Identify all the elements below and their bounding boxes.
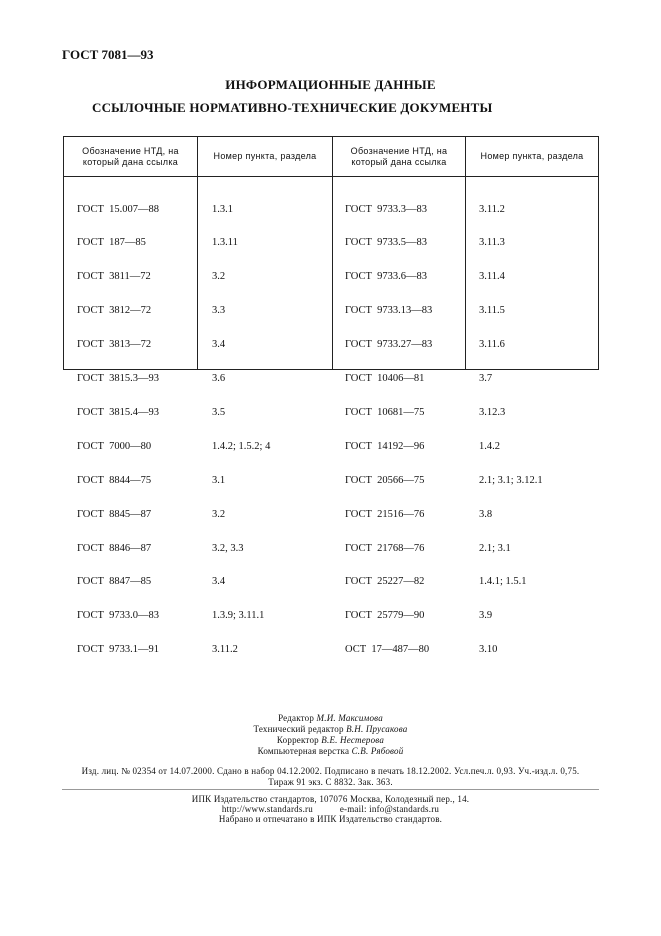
editor-line (0, 713, 661, 723)
table-cell-doc: ГОСТ 25779—90 (345, 610, 425, 622)
table-cell-doc: ГОСТ 3813—72 (77, 339, 152, 351)
table-cell-section: 2.1; 3.1 (479, 542, 511, 554)
header-designation-right (333, 137, 465, 176)
table-cell-section: 3.4 (212, 576, 226, 588)
table-cell-section: 3.11.6 (479, 339, 505, 351)
imprint-line-2: Тираж 91 экз. С 8832. Зак. 363. (268, 777, 393, 787)
table-cell-section: 3.3 (212, 305, 226, 317)
left-doc-column (77, 181, 159, 678)
table-cell-section: 1.3.1 (212, 203, 233, 215)
table-cell-doc: ГОСТ 9733.5—83 (345, 237, 428, 249)
editor-label: Редактор (278, 713, 315, 723)
table-cell-doc: ГОСТ 10406—81 (345, 373, 425, 385)
corrector-line (0, 735, 661, 745)
tech-editor-line (0, 724, 661, 734)
header-designation-line2: который дана ссылка (82, 156, 179, 167)
references-title: ССЫЛОЧНЫЕ НОРМАТИВНО-ТЕХНИЧЕСКИЕ ДОКУМЕНТЫ (92, 100, 493, 115)
table-cell-section: 3.6 (212, 373, 226, 385)
layout-line (0, 746, 661, 756)
table-cell-section: 3.2, 3.3 (212, 542, 244, 554)
header-section-right (466, 137, 598, 176)
table-cell-doc: ГОСТ 8847—85 (77, 576, 152, 588)
table-cell-section: 3.5 (212, 406, 226, 418)
publisher-contacts (0, 804, 661, 814)
header-divider (64, 176, 598, 177)
info-title: ИНФОРМАЦИОННЫЕ ДАННЫЕ (225, 77, 436, 92)
left-section-column (212, 181, 270, 678)
right-section-column (479, 181, 543, 678)
right-doc-column (345, 181, 432, 678)
table-cell-doc: ГОСТ 14192—96 (345, 440, 425, 452)
table-cell-doc: ГОСТ 9733.1—91 (77, 644, 160, 656)
table-cell-section: 3.11.2 (479, 203, 505, 215)
publisher-line-3: Набрано и отпечатано в ИПК Издательство стандартов. (218, 814, 443, 824)
table-cell-doc: ОСТ 17—487—80 (345, 644, 430, 656)
corrector-label: Корректор (276, 735, 319, 745)
table-cell-doc: ГОСТ 7000—80 (77, 440, 152, 452)
table-cell-doc: ГОСТ 8846—87 (77, 542, 152, 554)
table-cell-doc: ГОСТ 8844—75 (77, 474, 152, 486)
publisher-email: e-mail: info@standards.ru (339, 804, 440, 814)
table-cell-section: 1.3.11 (212, 237, 238, 249)
table-cell-doc: ГОСТ 21768—76 (345, 542, 425, 554)
tech-editor-label: Технический редактор (253, 724, 344, 734)
table-cell-section: 3.10 (479, 644, 498, 656)
table-cell-doc: ГОСТ 9733.27—83 (345, 339, 433, 351)
table-cell-doc: ГОСТ 21516—76 (345, 508, 425, 520)
table-cell-section: 3.12.3 (479, 406, 506, 418)
table-cell-section: 3.2 (212, 271, 226, 283)
header-designation-line1: Обозначение НТД, на (82, 145, 179, 156)
header-designation-line2: который дана ссылка (351, 156, 447, 167)
table-cell-section: 3.11.2 (212, 644, 238, 656)
references-table (63, 136, 599, 656)
header-designation-line1: Обозначение НТД, на (350, 145, 448, 156)
table-cell-section: 3.7 (479, 373, 493, 385)
table-cell-section: 3.8 (479, 508, 493, 520)
table-cell-section: 3.4 (212, 339, 226, 351)
publisher-url: http://www.standards.ru (221, 804, 313, 814)
table-cell-doc: ГОСТ 3812—72 (77, 305, 152, 317)
table-cell-section: 3.11.5 (479, 305, 505, 317)
layout-name: С.В. Рябовой (351, 746, 404, 756)
table-cell-section: 1.4.2 (479, 440, 500, 452)
layout-label: Компьютерная верстка (257, 746, 350, 756)
editor-name: М.И. Максимова (316, 713, 383, 723)
table-cell-doc: ГОСТ 9733.0—83 (77, 610, 160, 622)
table-cell-section: 3.2 (212, 508, 226, 520)
header-section-left (198, 137, 332, 176)
table-cell-section: 2.1; 3.1; 3.12.1 (479, 474, 543, 486)
table-cell-section: 3.11.4 (479, 271, 505, 283)
table-cell-doc: ГОСТ 25227—82 (345, 576, 425, 588)
table-cell-doc: ГОСТ 9733.6—83 (345, 271, 428, 283)
table-cell-doc: ГОСТ 8845—87 (77, 508, 152, 520)
table-cell-doc: ГОСТ 9733.3—83 (345, 203, 428, 215)
table-cell-doc: ГОСТ 3815.3—93 (77, 373, 160, 385)
header-section-label: Номер пункта, раздела (213, 151, 317, 161)
corrector-name: В.Е. Нестерова (321, 735, 385, 745)
table-cell-section: 1.3.9; 3.11.1 (212, 610, 265, 622)
imprint-line-1: Изд. лиц. № 02354 от 14.07.2000. Сдано в набор 04.12.2002. Подписано в печать 18.12.2002. Усл.печ.л. 0,93. Уч.-изд.л. 0,75. (81, 766, 580, 776)
table-cell-doc: ГОСТ 10681—75 (345, 406, 425, 418)
table-cell-section: 3.1 (212, 474, 226, 486)
header-section-label: Номер пункта, раздела (480, 151, 584, 161)
footer-divider (62, 789, 599, 790)
table-cell-doc: ГОСТ 20566—75 (345, 474, 425, 486)
table-cell-doc: ГОСТ 187—85 (77, 237, 146, 249)
table-cell-doc: ГОСТ 3815.4—93 (77, 406, 160, 418)
publisher-line-1: ИПК Издательство стандартов, 107076 Москва, Колодезный пер., 14. (191, 794, 470, 804)
header-designation-left (64, 137, 197, 176)
document-code: ГОСТ 7081—93 (62, 47, 154, 62)
table-cell-doc: ГОСТ 9733.13—83 (345, 305, 433, 317)
table-cell-section: 1.4.1; 1.5.1 (479, 576, 527, 588)
table-cell-section: 1.4.2; 1.5.2; 4 (212, 440, 271, 452)
table-cell-doc: ГОСТ 3811—72 (77, 271, 151, 283)
table-cell-doc: ГОСТ 15.007—88 (77, 203, 160, 215)
table-cell-section: 3.9 (479, 610, 493, 622)
tech-editor-name: В.Н. Прусакова (346, 724, 408, 734)
table-cell-section: 3.11.3 (479, 237, 505, 249)
